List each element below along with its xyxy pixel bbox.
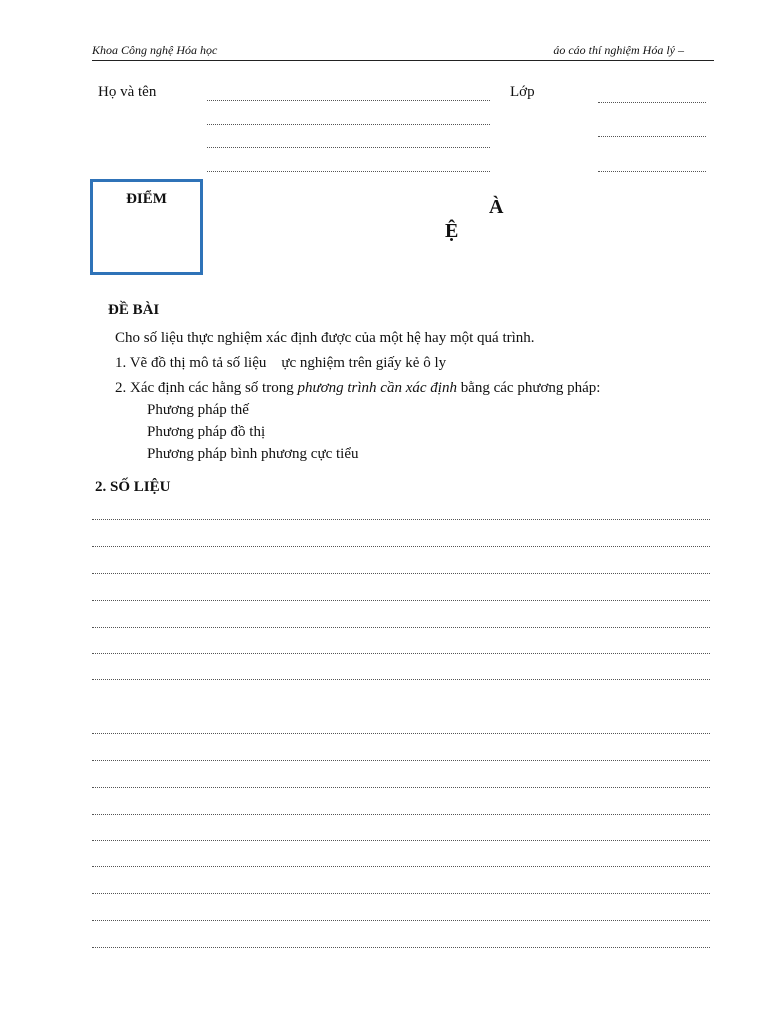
writing-line[interactable] <box>92 679 710 680</box>
writing-line[interactable] <box>92 787 710 788</box>
writing-line[interactable] <box>92 519 710 520</box>
assignment-item-2-prefix: 2. Xác định các hằng số trong <box>115 380 298 396</box>
name-field-line-4[interactable] <box>207 171 490 172</box>
assignment-item-2-suffix: bằng các phương pháp: <box>456 380 601 396</box>
writing-line[interactable] <box>92 546 710 547</box>
header-faculty: Khoa Công nghệ Hóa học <box>92 43 218 57</box>
class-field-line-1[interactable] <box>598 102 706 103</box>
assignment-item-2 <box>115 380 600 397</box>
writing-line[interactable] <box>92 866 710 867</box>
writing-line[interactable] <box>92 947 710 948</box>
writing-line[interactable] <box>92 627 710 628</box>
page-header <box>92 42 714 61</box>
title-fragment-b: Ệ <box>445 220 459 242</box>
assignment-item-1: 1. Vẽ đồ thị mô tả số liệu ực nghiệm trên giấy kẻ ô ly <box>115 355 447 371</box>
data-section-title: 2. SỐ LIỆU <box>95 479 171 495</box>
title-fragment-a: À <box>489 196 504 218</box>
header-report-title: áo cáo thí nghiệm Hóa lý – <box>553 43 684 57</box>
method-item: Phương pháp bình phương cực tiểu <box>147 446 359 462</box>
method-item: Phương pháp đồ thị <box>147 424 266 440</box>
assignment-intro: Cho số liệu thực nghiệm xác định được của một hệ hay một quá trình. <box>115 330 535 346</box>
class-field-line-2[interactable] <box>598 136 706 137</box>
score-label: ĐIỂM <box>126 191 167 207</box>
writing-line[interactable] <box>92 653 710 654</box>
writing-line[interactable] <box>92 760 710 761</box>
assignment-title: ĐỀ BÀI <box>108 302 160 318</box>
score-box[interactable] <box>90 179 203 275</box>
method-item: Phương pháp thế <box>147 402 249 418</box>
name-field-line-1[interactable] <box>207 100 490 101</box>
writing-line[interactable] <box>92 573 710 574</box>
assignment-item-2-italic: phương trình cần xác định <box>297 380 457 396</box>
name-label: Họ và tên <box>98 84 157 100</box>
name-field-line-3[interactable] <box>207 147 490 148</box>
class-field-line-3[interactable] <box>598 171 706 172</box>
class-label: Lớp <box>510 84 535 100</box>
name-field-line-2[interactable] <box>207 124 490 125</box>
writing-line[interactable] <box>92 733 710 734</box>
writing-line[interactable] <box>92 814 710 815</box>
writing-line[interactable] <box>92 840 710 841</box>
writing-line[interactable] <box>92 893 710 894</box>
writing-line[interactable] <box>92 920 710 921</box>
writing-line[interactable] <box>92 600 710 601</box>
